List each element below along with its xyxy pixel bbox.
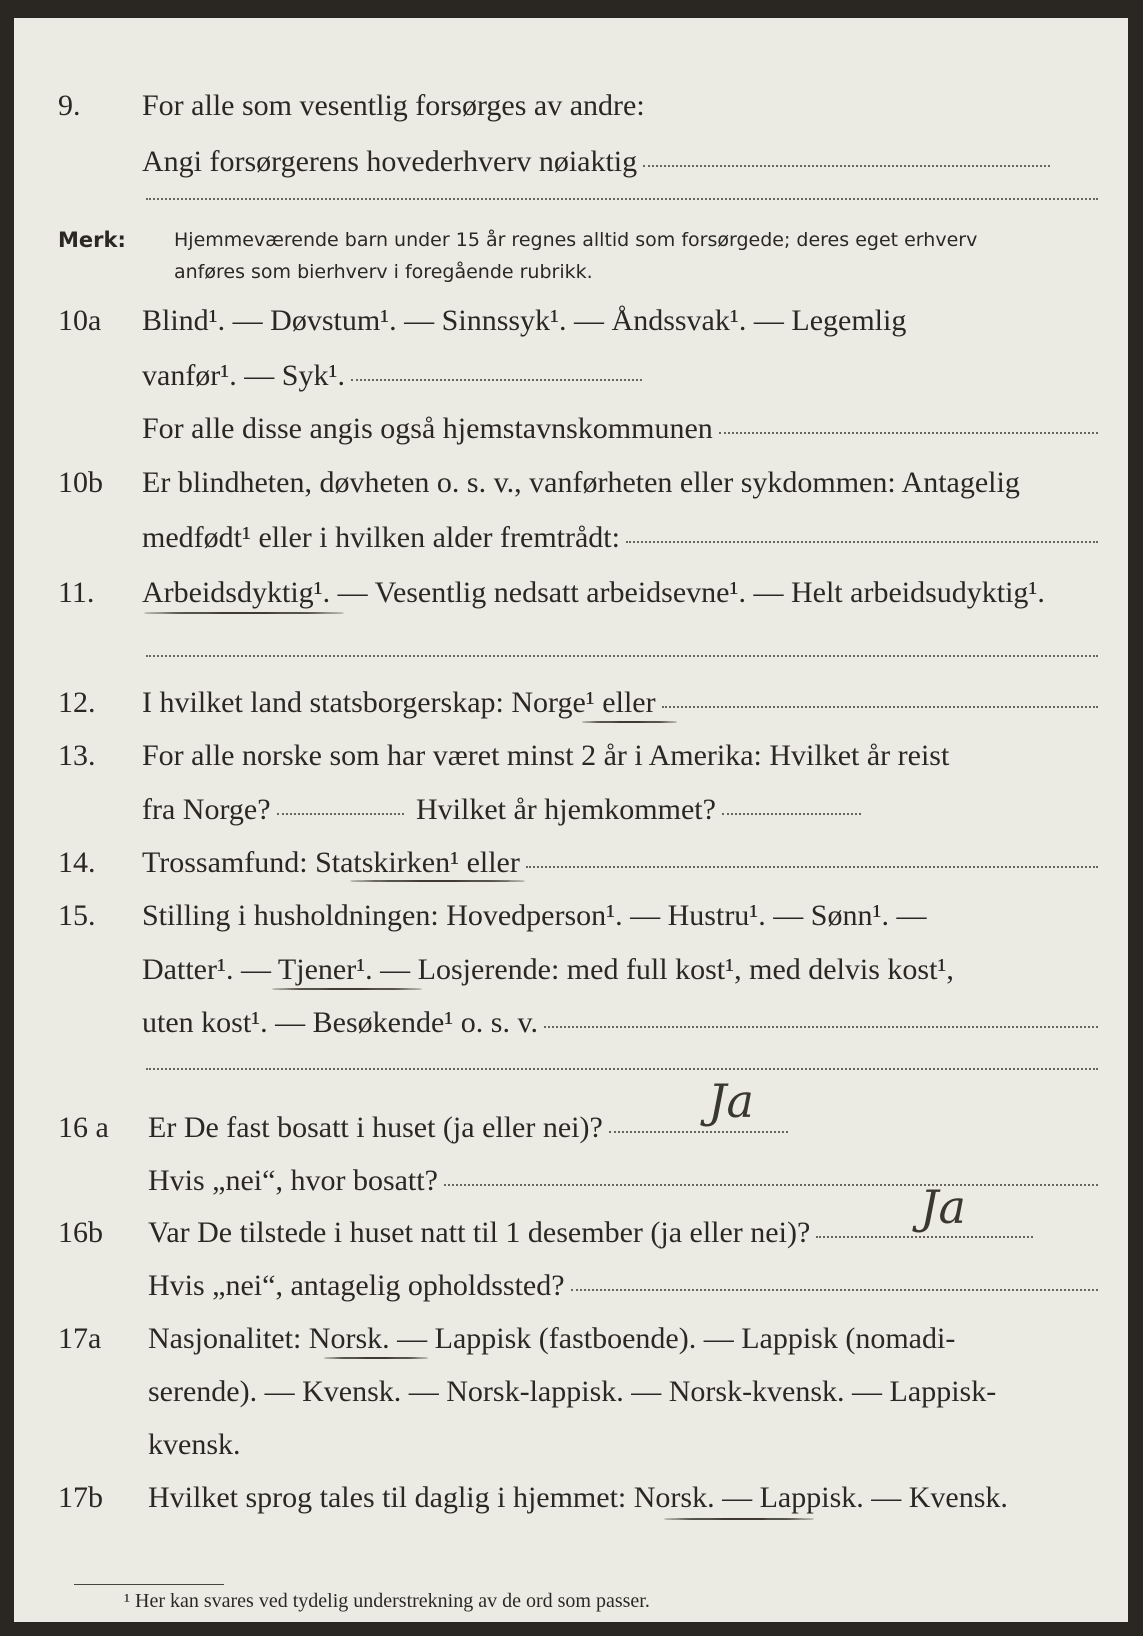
q14-line1-text: Trossamfund: Statskirken¹ eller	[142, 846, 520, 879]
q13-departure-dots	[277, 813, 404, 815]
q17a-line1: Nasjonalitet: Norsk. — Lappisk (fastboende). — Lappisk (nomadi-	[148, 1322, 956, 1355]
q10a-line2	[142, 358, 642, 394]
q9-line2-text: Angi forsørgerens hovederhverv nøiaktig	[142, 145, 638, 178]
q17b-line1: Hvilket sprog tales til daglig i hjemmet: Norsk. — Lappisk. — Kvensk.	[148, 1481, 1008, 1514]
q17a-line2: serende). — Kvensk. — Norsk-lappisk. — Norsk-kvensk. — Lappisk-	[148, 1375, 997, 1408]
q16a-line1	[148, 1110, 788, 1146]
q10a-sick-dots	[351, 379, 642, 381]
q17b-underline	[664, 1518, 814, 1520]
q16b-line2	[148, 1268, 1098, 1304]
q12-line1	[142, 685, 1098, 721]
q16b-handwritten-answer: Ja	[920, 1180, 966, 1234]
q12-number: 12.	[58, 686, 96, 719]
q16a-line1-text: Er De fast bosatt i huset (ja eller nei)?	[148, 1111, 603, 1144]
q15-underline	[272, 988, 422, 990]
q15-line3	[142, 1005, 1098, 1041]
q9-number: 9.	[58, 89, 81, 122]
q15-line3-text: uten kost¹. — Besøkende¹ o. s. v.	[142, 1006, 539, 1039]
q10a-line3-text: For alle disse angis også hjemstavnskommunen	[142, 412, 713, 445]
q9-answer-dots	[643, 165, 1050, 167]
q10b-age-dots	[626, 541, 1098, 543]
merk-line1: Hjemmeværende barn under 15 år regnes alltid som forsørgede; deres eget erhverv	[174, 229, 978, 251]
q10a-number: 10a	[58, 304, 102, 337]
q13-line2a-text: fra Norge?	[142, 793, 271, 826]
q16a-line2-text: Hvis „nei“, hvor bosatt?	[148, 1164, 438, 1197]
q17a-number: 17a	[58, 1322, 102, 1355]
q10b-line2-text: medfødt¹ eller i hvilken alder fremtrådt:	[142, 521, 620, 554]
merk-label: Merk:	[58, 228, 126, 252]
q15-dots	[544, 1026, 1098, 1028]
q16a-answer-dots	[609, 1131, 788, 1133]
q14-line1	[142, 845, 1098, 881]
q11-number: 11.	[58, 576, 95, 609]
q10a-municipality-dots	[719, 432, 1098, 434]
q12-line1-text: I hvilket land statsborgerskap: Norge¹ eller	[142, 686, 656, 719]
q15-line2: Datter¹. — Tjener¹. — Losjerende: med full kost¹, med delvis kost¹,	[142, 953, 954, 986]
q10a-line2-text: vanfør¹. — Syk¹.	[142, 359, 345, 392]
q16b-line2-text: Hvis „nei“, antagelig opholdssted?	[148, 1269, 565, 1302]
q16a-handwritten-answer: Ja	[708, 1074, 754, 1128]
q15-answer-rule	[146, 1068, 1098, 1070]
footnote-rule	[74, 1584, 224, 1585]
q16b-answer-dots	[816, 1236, 1033, 1238]
q11-answer-rule	[146, 655, 1098, 657]
q12-underline	[582, 721, 677, 723]
q10b-number: 10b	[58, 466, 103, 499]
q10b-line2	[142, 520, 1098, 556]
q15-line1: Stilling i husholdningen: Hovedperson¹. — Hustru¹. — Sønn¹. —	[142, 899, 927, 932]
q10a-line3	[142, 411, 1098, 447]
q13-line2b	[416, 792, 861, 828]
q13-line1: For alle norske som har været minst 2 år i Amerika: Hvilket år reist	[142, 739, 950, 772]
q14-dots	[526, 866, 1098, 868]
footnote: ¹ Her kan svares ved tydelig understrekning av de ord som passer.	[124, 1590, 650, 1612]
q16b-line1	[148, 1215, 1033, 1251]
q14-number: 14.	[58, 846, 96, 879]
q9-line1: For alle som vesentlig forsørges av andre:	[142, 89, 645, 122]
q17a-line3: kvensk.	[148, 1428, 241, 1461]
q11-underline	[144, 612, 344, 614]
q16b-place-dots	[571, 1289, 1098, 1291]
q15-number: 15.	[58, 899, 96, 932]
census-form-page	[14, 18, 1128, 1622]
q13-line2b-text: Hvilket år hjemkommet?	[416, 793, 716, 826]
q11-line1: Arbeidsdyktig¹. — Vesentlig nedsatt arbeidsevne¹. — Helt arbeidsudyktig¹.	[142, 576, 1045, 609]
q13-return-dots	[722, 813, 861, 815]
q17b-number: 17b	[58, 1481, 103, 1514]
q9-answer-rule	[146, 198, 1098, 200]
q16b-line1-text: Var De tilstede i huset natt til 1 desember (ja eller nei)?	[148, 1216, 811, 1249]
merk-line2: anføres som bierhverv i foregående rubrikk.	[174, 261, 593, 283]
q13-line2a	[142, 792, 404, 828]
q9-line2	[142, 144, 1050, 180]
q10a-line1: Blind¹. — Døvstum¹. — Sinnssyk¹. — Åndssvak¹. — Legemlig	[142, 304, 907, 337]
q14-underline	[350, 880, 525, 882]
q13-number: 13.	[58, 739, 96, 772]
q16a-number: 16 a	[58, 1111, 109, 1144]
q16a-where-dots	[444, 1184, 1098, 1186]
q16b-number: 16b	[58, 1216, 103, 1249]
q12-dots	[662, 706, 1098, 708]
q10b-line1: Er blindheten, døvheten o. s. v., vanførheten eller sykdommen: Antagelig	[142, 466, 1020, 499]
q17a-underline	[324, 1357, 428, 1359]
